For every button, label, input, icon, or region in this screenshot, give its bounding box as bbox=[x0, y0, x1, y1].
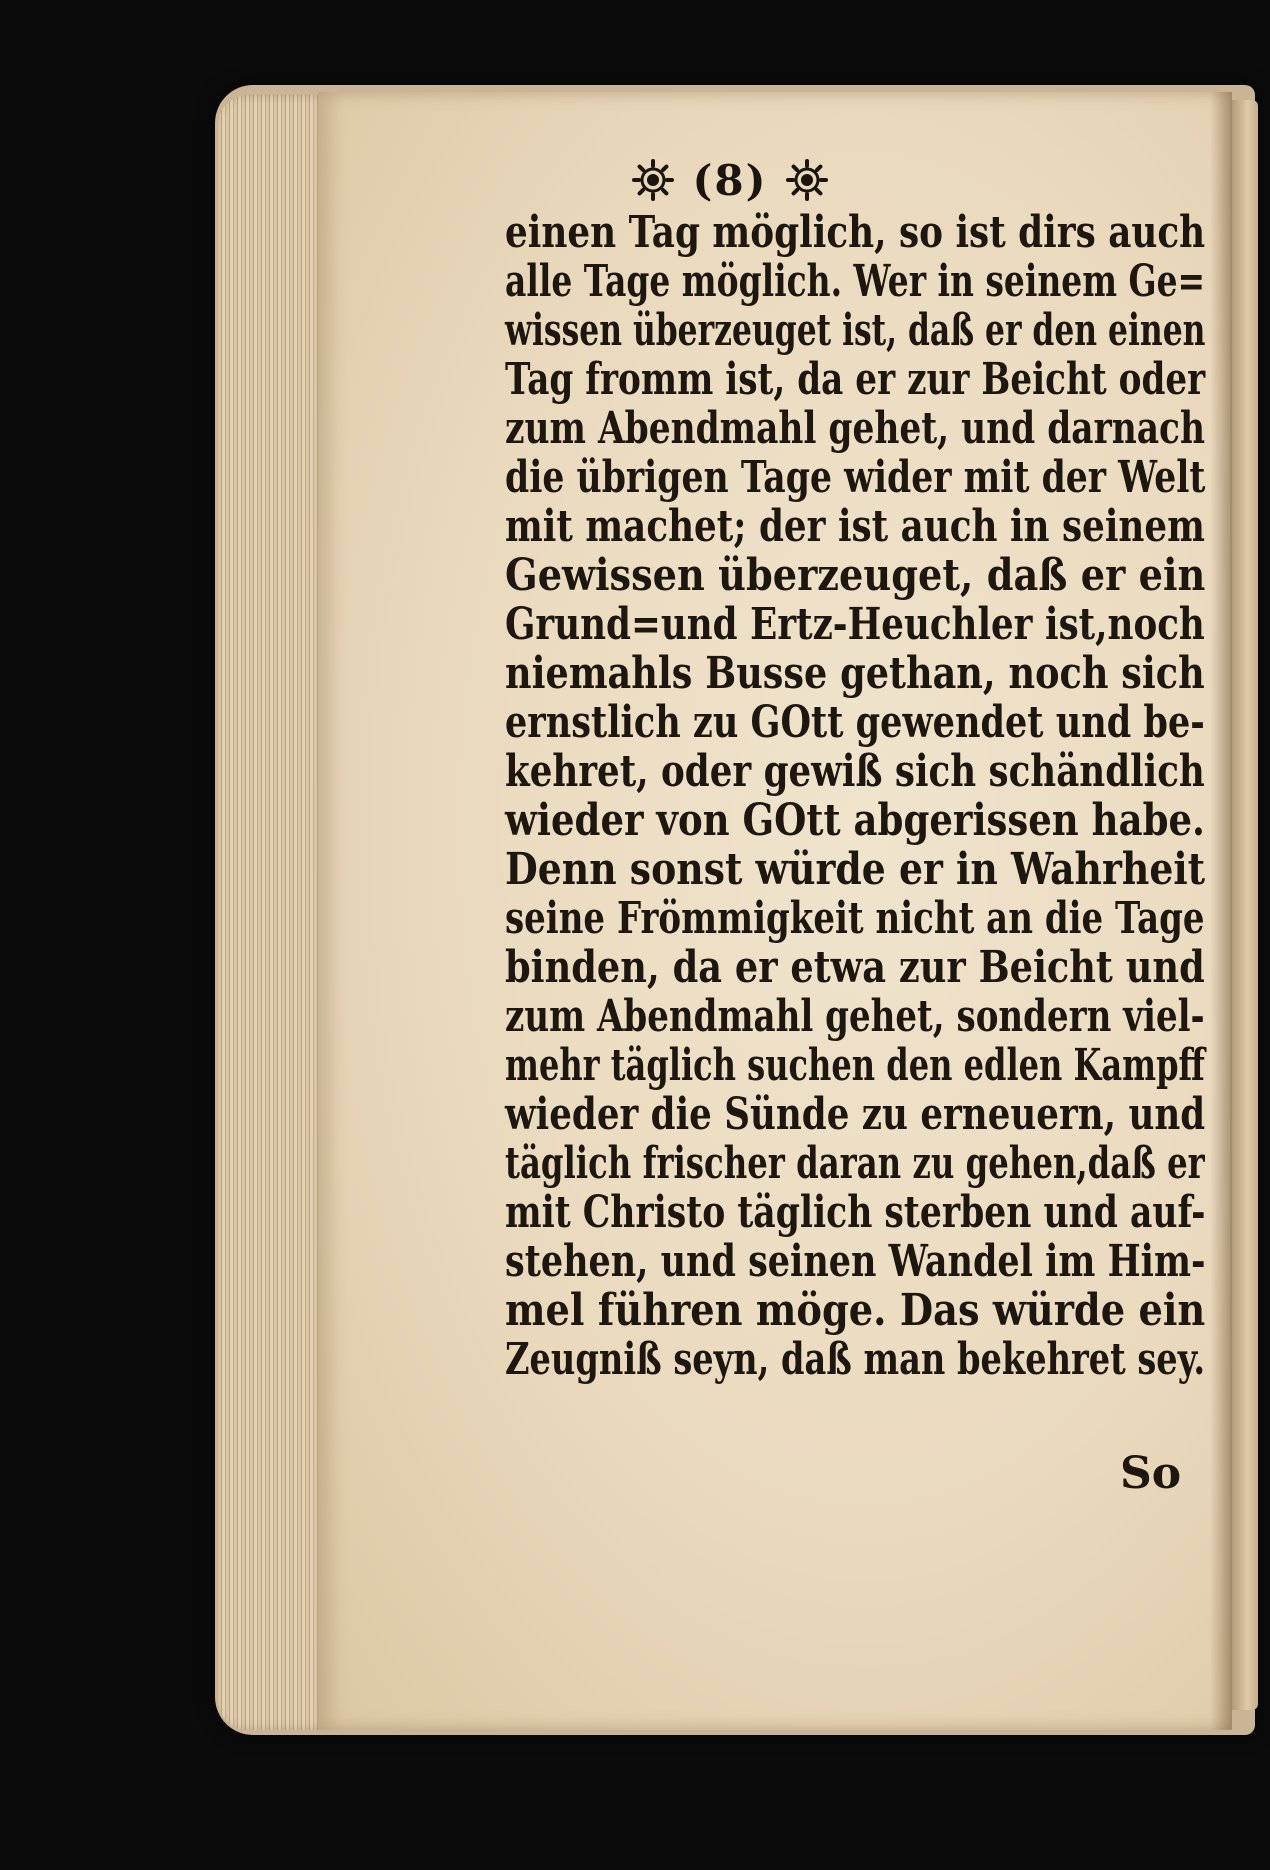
text-line: Gewissen überzeuget, daß er ein bbox=[505, 550, 1206, 601]
page-fold-shadow bbox=[1210, 92, 1232, 1730]
text-line: niemahls Busse gethan, noch sich bbox=[505, 648, 1205, 699]
text-line: seine Frömmigkeit nicht an die Tage bbox=[505, 893, 1205, 944]
adjacent-page-edge bbox=[1232, 100, 1258, 1710]
text-line: stehen, und seinen Wandel im Him- bbox=[505, 1236, 1206, 1287]
text-line: alle Tage möglich. Wer in seinem Ge= bbox=[505, 256, 1206, 307]
text-line: täglich frischer daran zu gehen,daß er bbox=[505, 1138, 1205, 1189]
body-text bbox=[505, 208, 1205, 1384]
text-line: die übrigen Tage wider mit der Welt bbox=[505, 452, 1206, 503]
catchword: So bbox=[1120, 1448, 1182, 1499]
text-line: zum Abendmahl gehet, und darnach bbox=[505, 403, 1205, 454]
page-header bbox=[500, 150, 960, 210]
text-line: Grund=und Ertz-Heuchler ist,noch bbox=[505, 599, 1205, 650]
text-line: mit machet; der ist auch in seinem bbox=[505, 501, 1205, 552]
text-line: mehr täglich suchen den edlen Kampff bbox=[505, 1040, 1205, 1091]
text-line: binden, da er etwa zur Beicht und bbox=[505, 942, 1205, 993]
text-line: Denn sonst würde er in Wahrheit bbox=[505, 844, 1206, 895]
text-line: wieder die Sünde zu erneuern, und bbox=[505, 1089, 1206, 1140]
text-line: mit Christo täglich sterben und auf- bbox=[505, 1187, 1206, 1238]
flower-ornament-icon bbox=[785, 158, 829, 202]
text-line: wissen überzeuget ist, daß er den einen bbox=[505, 305, 1206, 356]
text-line: kehret, oder gewiß sich schändlich bbox=[505, 746, 1205, 797]
flower-ornament-icon bbox=[631, 158, 675, 202]
text-line: zum Abendmahl gehet, sondern viel- bbox=[505, 991, 1205, 1042]
page-number: (8) bbox=[692, 155, 768, 205]
text-line: einen Tag möglich, so ist dirs auch bbox=[505, 207, 1206, 258]
text-line: Zeugniß seyn, daß man bekehret sey. bbox=[505, 1334, 1206, 1385]
text-line: mel führen möge. Das würde ein bbox=[505, 1285, 1206, 1336]
text-line: wieder von GOtt abgerissen habe. bbox=[505, 795, 1205, 846]
text-line: ernstlich zu GOtt gewendet und be- bbox=[505, 697, 1205, 748]
text-line: Tag fromm ist, da er zur Beicht oder bbox=[505, 354, 1206, 405]
